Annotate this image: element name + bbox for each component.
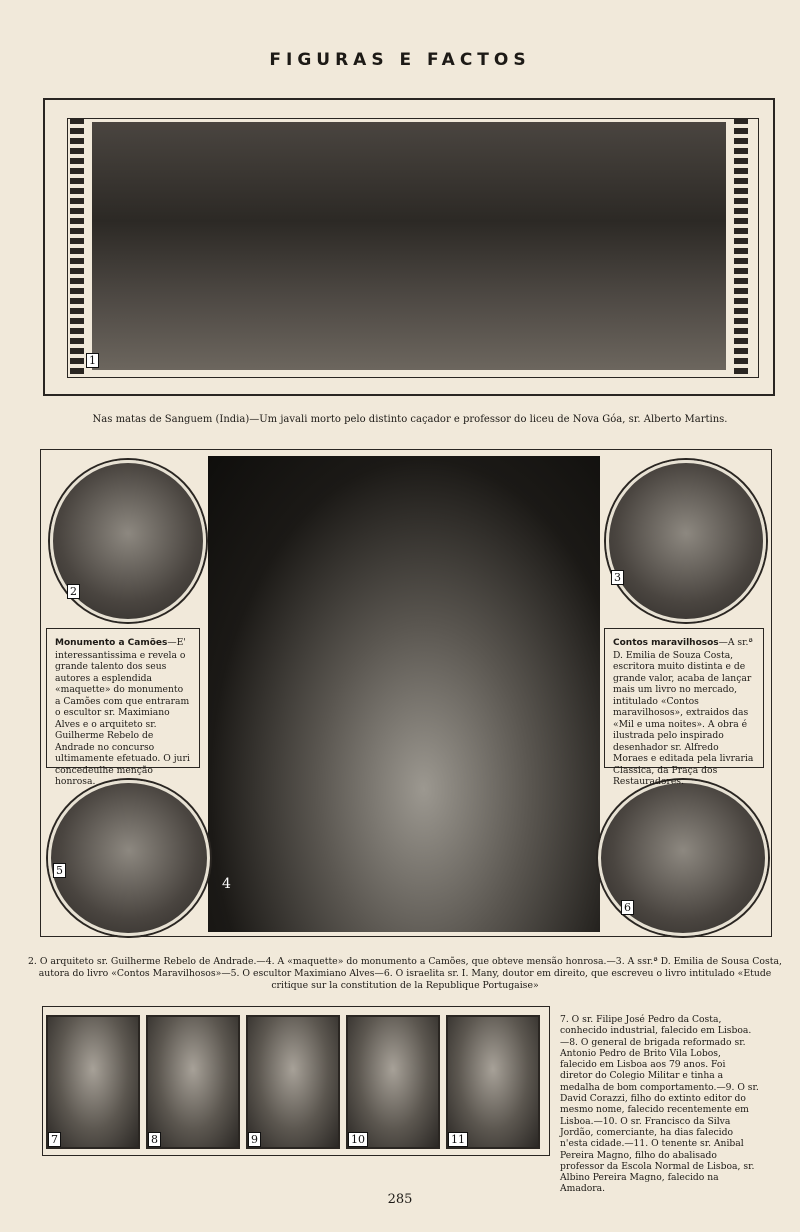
photo-number-2: 2 bbox=[67, 584, 80, 599]
article-contos bbox=[604, 628, 764, 787]
photo-number-7: 7 bbox=[48, 1132, 61, 1147]
article-contos-title: Contos maravilhosos bbox=[613, 638, 719, 648]
photo-number-11: 11 bbox=[448, 1132, 468, 1147]
photo-number-9: 9 bbox=[248, 1132, 261, 1147]
page-header: FIGURAS E FACTOS bbox=[269, 50, 531, 70]
right-ornament-band bbox=[734, 118, 748, 374]
portrait-israelite bbox=[598, 780, 768, 936]
photo-number-5: 5 bbox=[53, 863, 66, 878]
portrait-8 bbox=[146, 1015, 240, 1149]
photo-number-8: 8 bbox=[148, 1132, 161, 1147]
top-photo-caption: Nas matas de Sanguem (India)—Um javali morto pelo distinto caçador e professor do liceu de Nova Góa, sr. Alberto Martins. bbox=[92, 414, 728, 425]
monument-maquette-photo bbox=[208, 456, 600, 932]
left-ornament-band bbox=[70, 118, 84, 374]
page-number: 285 bbox=[387, 1192, 413, 1207]
portrait-9 bbox=[246, 1015, 340, 1149]
photo-number-1: 1 bbox=[86, 353, 99, 368]
article-monumento-body: —E' interessantissima e revela o grande talento dos seus autores a esplendida «maquette» do monumento a Camões com que entraram o escultor sr. Maximiano Alves e o arquiteto sr. Guilherme Rebelo de Andrade no concurso ultimamente efetuado. O juri concedeulhe menção honrosa. bbox=[55, 637, 190, 787]
portrait-7 bbox=[46, 1015, 140, 1149]
bottom-caption: 7. O sr. Filipe José Pedro da Costa, conhecido industrial, falecido em Lisboa.—8. O general de brigada reformado sr. Antonio Pedro de Brito Vila Lobos, falecido em Lisboa aos 79 anos. Foi diretor do Colegio Militar e tinha a medalha de bom comportamento.—9. O sr. David Corazzi, filho do extinto editor do mesmo nome, falecido recentemente em Lisboa.—10. O sr. Francisco da Silva Jordão, comerciante, ha dias falecido n'esta cidade.—11. O tenente sr. Anibal Pereira Magno, filho do abalisado professor da Escola Normal de Lisboa, sr. Albino Pereira Magno, falecido na Amadora. bbox=[560, 1014, 759, 1195]
portrait-writer bbox=[606, 460, 766, 622]
photo-number-10: 10 bbox=[348, 1132, 368, 1147]
article-monumento bbox=[46, 628, 200, 787]
portrait-architect bbox=[50, 460, 206, 622]
article-monumento-title: Monumento a Camões bbox=[55, 638, 168, 648]
photo-number-3: 3 bbox=[611, 570, 624, 585]
middle-caption: 2. O arquiteto sr. Guilherme Rebelo de Andrade.—4. A «maquette» do monumento a Camões, que obteve mensão honrosa.—3. A ssr.ª D. Emilia de Sousa Costa, autora do livro «Contos Maravilhosos»—5. O escultor Maximiano Alves—6. O israelita sr. I. Many, doutor em direito, que escreveu o livro intitulado «Etude critique sur la constitution de la Republique Portugaise» bbox=[28, 956, 782, 991]
portrait-11 bbox=[446, 1015, 540, 1149]
hunting-party-photo bbox=[89, 122, 726, 370]
article-contos-body: —A sr.ª D. Emilia de Souza Costa, escritora muito distinta e de grande valor, acaba de lançar mais um livro no mercado, intitulado «Contos maravilhosos», extraidos das «Mil e uma noites». A obra é ilustrada pelo inspirado desenhador sr. Alfredo Moraes e editada pela livraria Classica, da Praça dos Restauradores. bbox=[613, 637, 754, 787]
photo-number-4: 4 bbox=[222, 876, 231, 892]
photo-number-6: 6 bbox=[621, 900, 634, 915]
portrait-sculptor bbox=[48, 780, 210, 936]
portrait-10 bbox=[346, 1015, 440, 1149]
